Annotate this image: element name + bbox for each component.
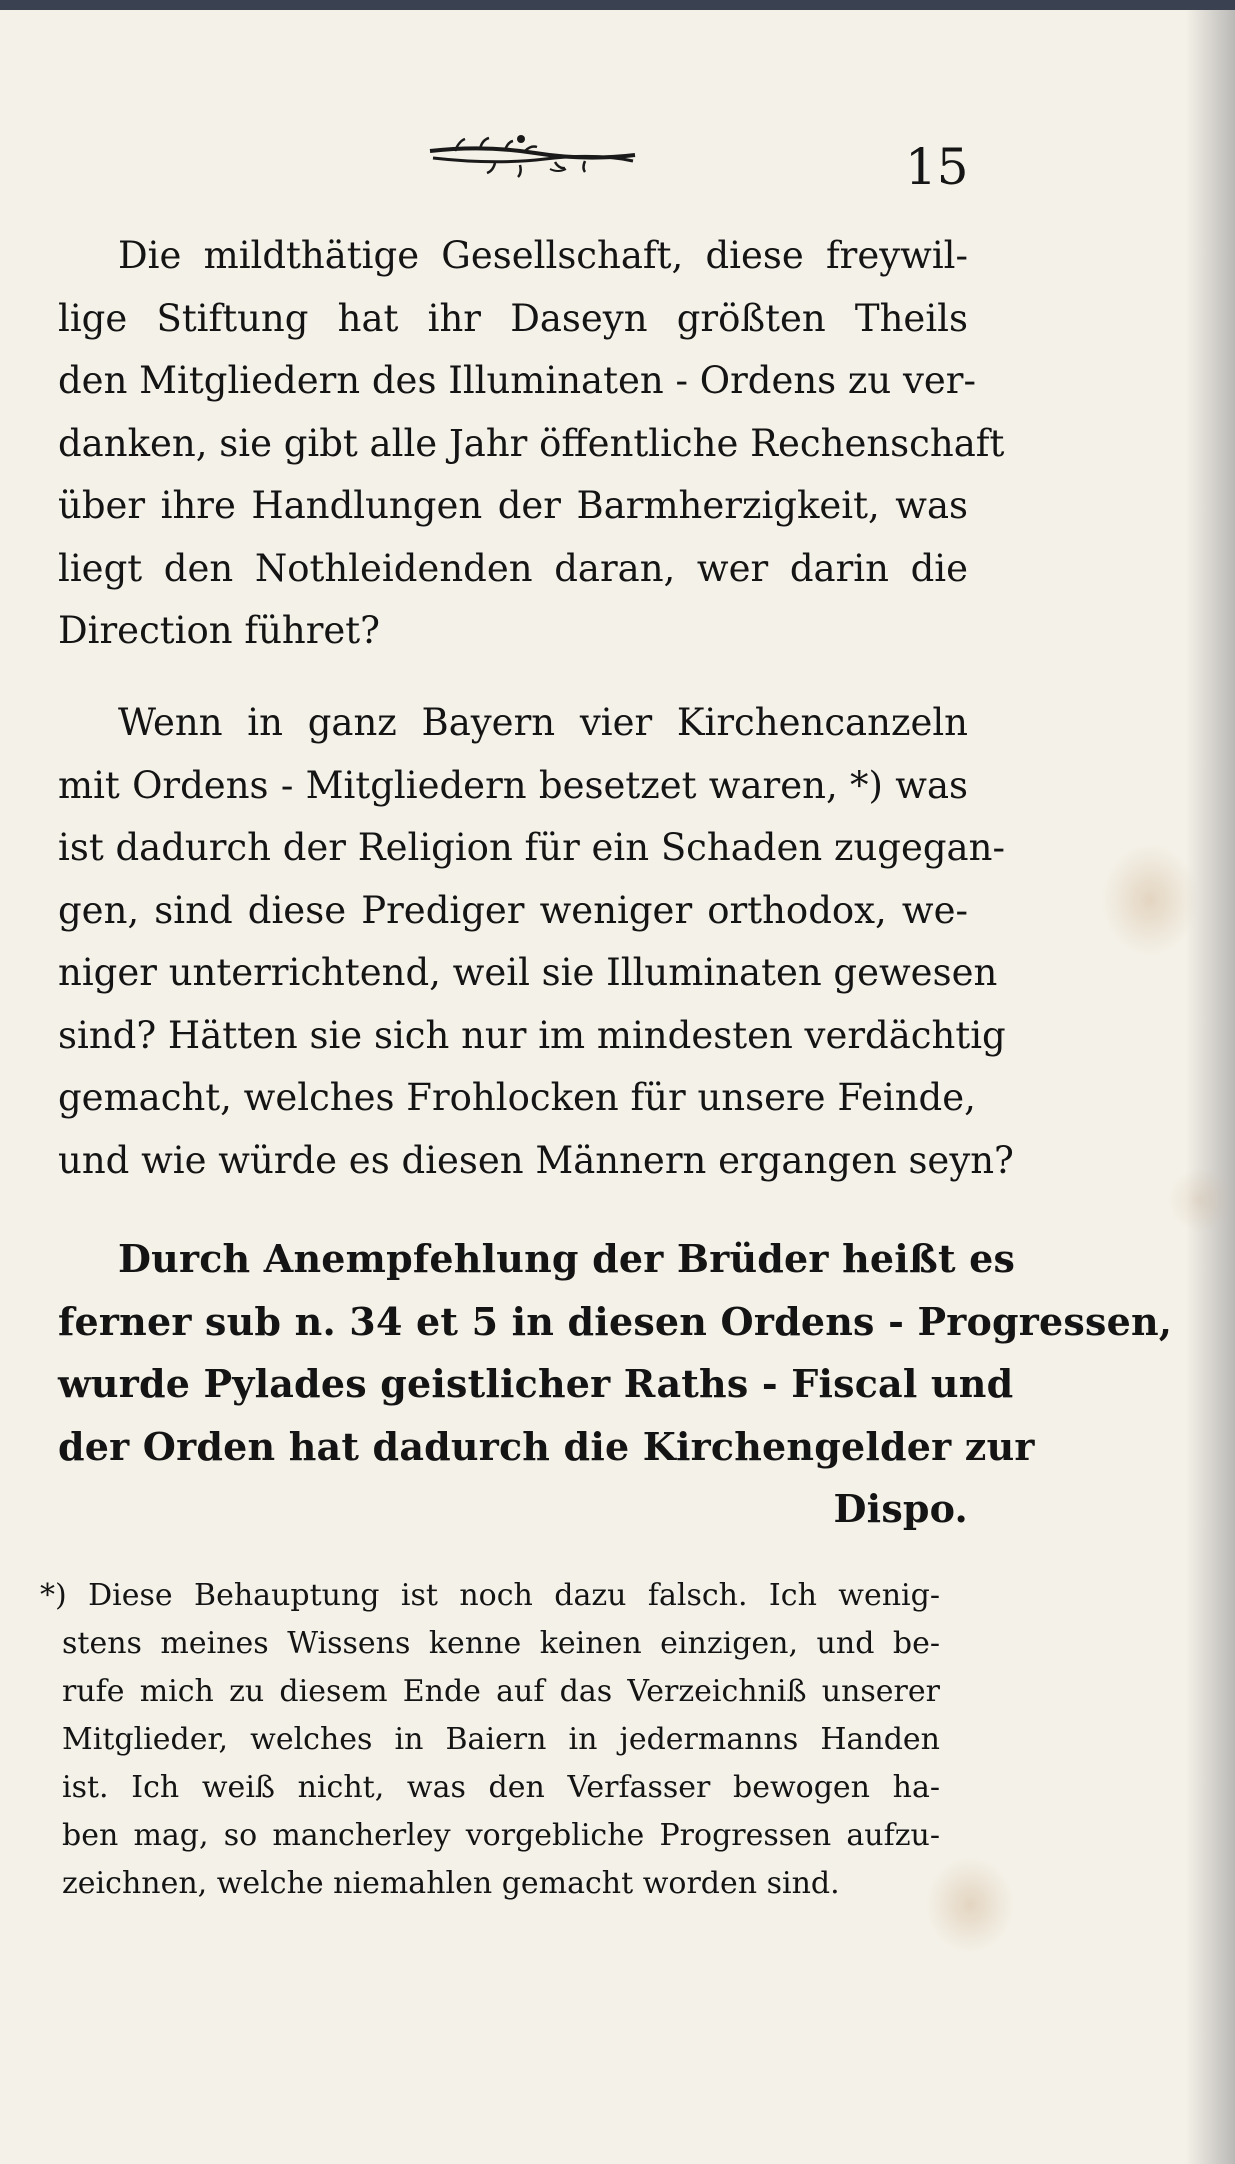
vine-ornament-icon [425,125,640,195]
footnote-line: *) Diese Behauptung ist noch dazu falsch. Ich wenig- [40,1578,940,1613]
text-line: niger unterrichtend, weil sie Illuminaten gewesen [58,951,998,994]
text-line: danken, sie gibt alle Jahr öffentliche Rechenschaft [58,421,1005,465]
footnote-line: rufe mich zu diesem Ende auf das Verzeichniß unserer [62,1674,940,1709]
text-line: wurde Pylades geistlicher Raths - Fiscal und [58,1361,1014,1406]
text-line: den Mitgliedern des Illuminaten - Ordens zu ver- [58,359,976,402]
paragraph-charitable-society [58,225,1005,663]
text-line: liegt den Nothleidenden daran, wer darin die [58,546,968,590]
footnote-line: ben mag, so mancherley vorgebliche Progressen aufzu- [62,1818,940,1853]
text-line: gen, sind diese Prediger weniger orthodox, we- [58,888,968,932]
footnote [40,1572,940,1908]
text-line: mit Ordens - Mitgliedern besetzet waren, *) was [58,763,968,807]
paragraph-quoted-progress [58,1228,1173,1541]
text-line: der Orden hat dadurch die Kirchengelder zur [58,1423,1035,1469]
text-line: ist dadurch der Religion für ein Schaden zugegan- [58,826,1005,869]
text-line: Die mildthätige Gesellschaft, diese freywil- [118,234,968,277]
text-line: und wie würde es diesen Männern ergangen seyn? [58,1138,1014,1182]
text-line: gemacht, welches Frohlocken für unsere Feinde, [58,1076,976,1119]
text-line: sind? Hätten sie sich nur im mindesten verdächtig [58,1013,1006,1057]
text-line: lige Stiftung hat ihr Daseyn größten Theils [58,296,968,340]
footnote-line: zeichnen, welche niemahlen gemacht worden sind. [62,1866,840,1901]
text-line: Durch Anempfehlung der Brüder heißt es [118,1236,1016,1281]
paragraph-bavarian-pulpits [58,692,1014,1192]
text-line: über ihre Handlungen der Barmherzigkeit, was [58,484,968,527]
footnote-line: Mitglieder, welches in Baiern in jedermanns Handen [62,1722,940,1757]
page-top-edge [0,0,1235,10]
footnote-line: ist. Ich weiß nicht, was den Verfasser bewogen ha- [62,1770,940,1805]
footnote-line: stens meines Wissens kenne keinen einzigen, und be- [62,1626,940,1661]
text-line: Direction führet? [58,609,381,652]
page-number: 15 [905,138,969,196]
text-line: Wenn in ganz Bayern vier Kirchencanzeln [118,701,968,744]
catchword: Dispo. [833,1486,968,1531]
text-line: ferner sub n. 34 et 5 in diesen Ordens - Progressen, [58,1298,1173,1344]
